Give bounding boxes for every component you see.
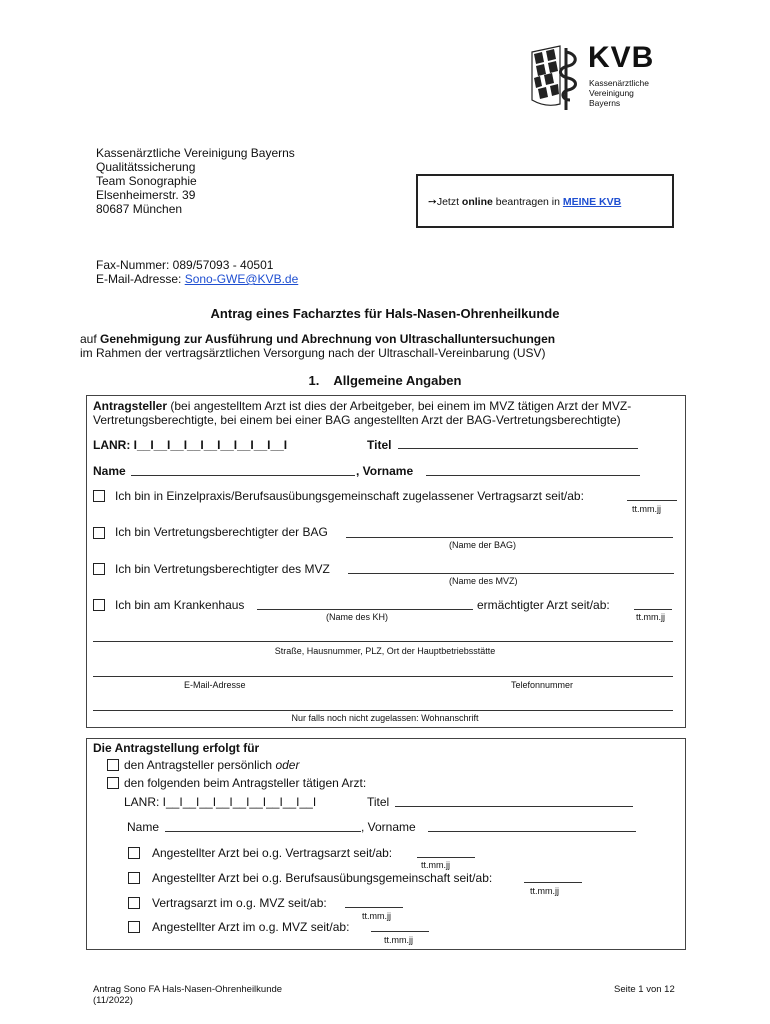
page-title: Antrag eines Facharztes für Hals-Nasen-Ohrenheilkunde — [210, 306, 560, 321]
footer-left — [93, 984, 282, 1006]
contact-info — [96, 258, 298, 286]
intro-bold: Genehmigung zur Ausführung und Abrechnung von Ultraschalluntersuchungen — [100, 332, 556, 346]
sub-option-mvz-angestellt-label: Angestellter Arzt im o.g. MVZ seit/ab: — [152, 920, 350, 934]
option-einzelpraxis-label: Ich bin in Einzelpraxis/Berufsausübungsgemeinschaft zugelassener Vertragsarzt seit/ab: — [115, 489, 584, 503]
address-caption: Straße, Hausnummer, PLZ, Ort der Hauptbetriebsstätte — [274, 646, 496, 656]
name-label-2: Name — [127, 820, 160, 834]
name-input[interactable] — [131, 475, 355, 476]
applicant-text: (bei angestelltem Arzt ist dies der Arbeitgeber, bei einem im MVZ tätigen Arzt der MVZ- — [167, 399, 632, 413]
date-caption: tt.mm.jj — [632, 504, 661, 514]
option-krankenhaus-checkbox[interactable] — [93, 599, 105, 611]
date-caption: tt.mm.jj — [362, 911, 391, 921]
intro-line2: im Rahmen der vertragsärztlichen Versorgung nach der Ultraschall-Vereinbarung (USV) — [80, 346, 546, 360]
sub-option-mvz-vertragsarzt-checkbox[interactable] — [128, 897, 140, 909]
email-link[interactable]: Sono-GWE@KVB.de — [184, 272, 299, 286]
applicant-description — [93, 399, 683, 427]
sub-option-bag-date[interactable] — [524, 882, 582, 883]
intro-text — [80, 332, 555, 360]
following-checkbox[interactable] — [107, 777, 119, 789]
vorname-label-2: , Vorname — [361, 820, 416, 834]
personal-text: den Antragsteller persönlich — [124, 758, 276, 772]
online-middle: beantragen in — [492, 196, 563, 208]
vorname-input-2[interactable] — [428, 831, 636, 832]
sub-option-mvz-angestellt-checkbox[interactable] — [128, 921, 140, 933]
kh-date-caption: tt.mm.jj — [636, 612, 665, 622]
kvb-emblem-icon — [528, 42, 586, 114]
option-krankenhaus-mid: ermächtigter Arzt seit/ab: — [477, 598, 610, 612]
home-caption: Nur falls noch nicht zugelassen: Wohnanschrift — [291, 713, 479, 723]
sub-option-vertragsarzt-label: Angestellter Arzt bei o.g. Vertragsarzt seit/ab: — [152, 846, 393, 860]
meine-kvb-link[interactable]: MEINE KVB — [562, 196, 622, 208]
sub-option-mvz-vertragsarzt-label: Vertragsarzt im o.g. MVZ seit/ab: — [152, 896, 327, 910]
kvb-subtitle-line2: Vereinigung — [589, 88, 634, 98]
sub-option-vertragsarzt-date[interactable] — [417, 857, 475, 858]
titel-label-2: Titel — [367, 795, 390, 809]
titel-label: Titel — [367, 438, 392, 452]
kvb-subtitle-line1: Kassenärztliche — [589, 78, 650, 88]
kvb-subtitle-line3: Bayerns — [589, 98, 621, 108]
email-label: E-Mail-Adresse: — [96, 272, 185, 286]
following-label: den folgenden beim Antragsteller tätigen Arzt: — [124, 776, 367, 790]
sub-option-bag-label: Angestellter Arzt bei o.g. Berufsausübungsgemeinschaft seit/ab: — [152, 871, 493, 885]
date-caption: tt.mm.jj — [421, 860, 450, 870]
arrow-icon: ➙ — [428, 196, 437, 208]
address-line: Qualitätssicherung — [96, 160, 196, 174]
address-input[interactable] — [93, 641, 673, 642]
online-application-box — [416, 174, 674, 228]
bag-caption: (Name der BAG) — [449, 540, 517, 550]
date-caption: tt.mm.jj — [530, 886, 559, 896]
option-bag-input[interactable] — [346, 537, 673, 538]
vorname-label: , Vorname — [356, 464, 414, 478]
recipient-address — [96, 146, 295, 216]
option-krankenhaus-label: Ich bin am Krankenhaus — [115, 598, 245, 612]
name-label: Name — [93, 464, 126, 478]
mvz-caption: (Name des MVZ) — [449, 576, 518, 586]
online-bold: online — [461, 196, 493, 208]
applicant-label: Antragsteller — [93, 399, 168, 413]
footer-form-name: Antrag Sono FA Hals-Nasen-Ohrenheilkunde — [93, 984, 283, 995]
sub-option-vertragsarzt-checkbox[interactable] — [128, 847, 140, 859]
kvb-logo — [528, 42, 678, 114]
name-input-2[interactable] — [165, 831, 361, 832]
email-phone-input[interactable] — [93, 676, 673, 677]
kh-caption: (Name des KH) — [326, 612, 389, 622]
phone-caption: Telefonnummer — [511, 680, 574, 690]
option-bag-label: Ich bin Vertretungsberechtigter der BAG — [115, 525, 328, 539]
address-line: 80687 München — [96, 202, 183, 216]
vorname-input[interactable] — [426, 475, 640, 476]
sub-option-mvz-vertragsarzt-date[interactable] — [345, 907, 403, 908]
titel-input-2[interactable] — [395, 806, 633, 807]
applicant-text2: Vertretungsberechtigte, bei einem bei einer BAG angestellten Arzt der BAG-Vertretungsberechtigte) — [93, 413, 621, 427]
option-mvz-input[interactable] — [348, 573, 674, 574]
page-number: Seite 1 von 12 — [614, 984, 675, 995]
email-caption: E-Mail-Adresse — [184, 680, 246, 690]
footer-date: (11/2022) — [93, 995, 133, 1006]
online-prefix: Jetzt — [436, 196, 462, 208]
personal-label — [124, 758, 299, 772]
personal-checkbox[interactable] — [107, 759, 119, 771]
option-mvz-label: Ich bin Vertretungsberechtigter des MVZ — [115, 562, 330, 576]
address-line: Kassenärztliche Vereinigung Bayerns — [96, 146, 295, 160]
address-line: Elsenheimerstr. 39 — [96, 188, 196, 202]
date-caption: tt.mm.jj — [384, 935, 413, 945]
option-krankenhaus-date[interactable] — [634, 609, 672, 610]
option-krankenhaus-input[interactable] — [257, 609, 473, 610]
sub-option-bag-checkbox[interactable] — [128, 872, 140, 884]
lanr-field[interactable]: LANR: I__I__I__I__I__I__I__I__I__I — [93, 438, 288, 452]
titel-input[interactable] — [398, 448, 638, 449]
home-address-input[interactable] — [93, 710, 673, 711]
option-einzelpraxis-date[interactable] — [627, 500, 677, 501]
intro-prefix: auf — [80, 332, 101, 346]
kvb-wordmark: KVB — [588, 41, 655, 74]
personal-oder: oder — [275, 758, 300, 772]
section2-heading: Die Antragstellung erfolgt für — [93, 741, 260, 755]
option-einzelpraxis-checkbox[interactable] — [93, 490, 105, 502]
option-mvz-checkbox[interactable] — [93, 563, 105, 575]
lanr-field-2[interactable]: LANR: I__I__I__I__I__I__I__I__I__I — [124, 795, 317, 809]
section1-heading: 1. Allgemeine Angaben — [308, 373, 462, 388]
sub-option-mvz-angestellt-date[interactable] — [371, 931, 429, 932]
fax-number: Fax-Nummer: 089/57093 - 40501 — [96, 258, 274, 272]
option-bag-checkbox[interactable] — [93, 527, 105, 539]
address-line: Team Sonographie — [96, 174, 197, 188]
